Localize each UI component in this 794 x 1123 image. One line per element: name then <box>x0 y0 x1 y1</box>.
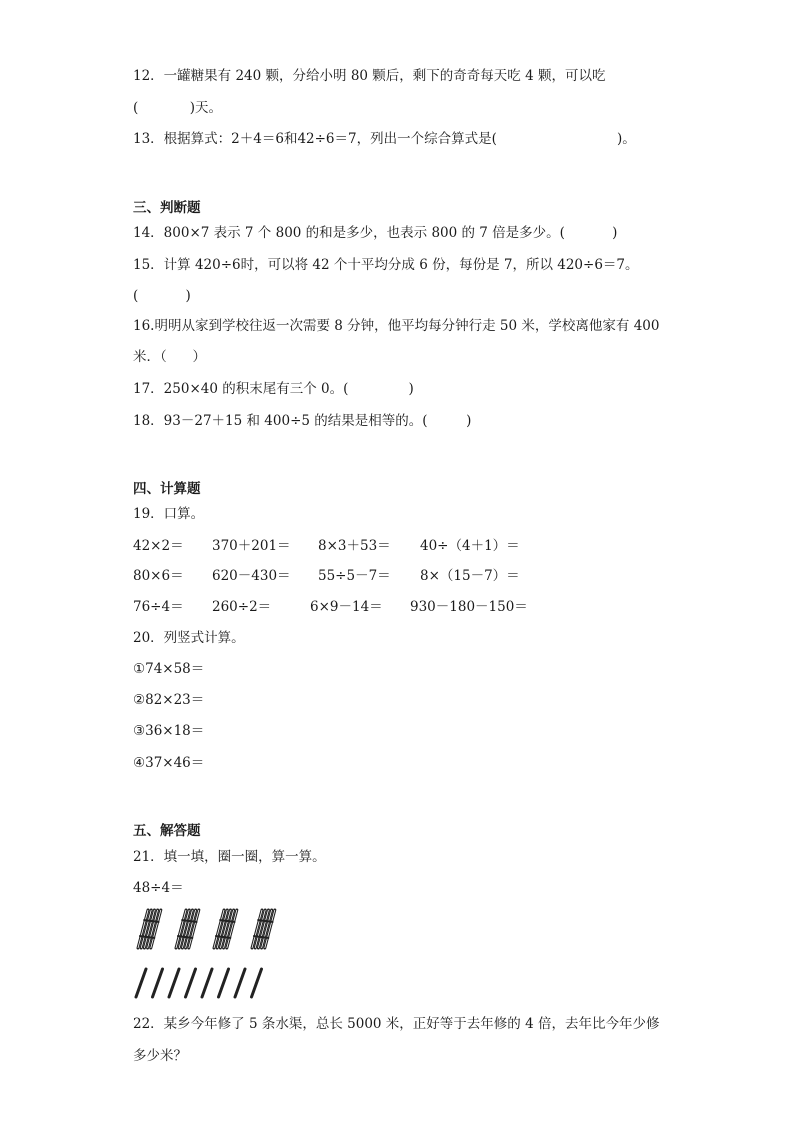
q20-item-1: ①74×58＝ <box>133 661 205 677</box>
stick-bundles-image <box>130 906 280 952</box>
section-answer-heading: 五、解答题 <box>133 823 201 839</box>
q13: 13．根据算式：2＋4＝6和42÷6＝7，列出一个综合算式是( )。 <box>133 131 636 147</box>
q12-line1: 12．一罐糖果有 240 颗，分给小明 80 颗后，剩下的奇奇每天吃 4 颗，可以吃 <box>133 68 606 84</box>
single-sticks-image <box>130 966 280 1000</box>
single-stick <box>219 969 229 997</box>
oral-calc-item: 42×2＝ <box>133 538 184 554</box>
q21-title: 21．填一填，圈一圈，算一算。 <box>133 849 326 865</box>
q22-line2: 多少米？ <box>133 1048 187 1064</box>
section-calc-heading: 四、计算题 <box>133 481 201 497</box>
q20-item-3: ③36×18＝ <box>133 723 205 739</box>
q20-item-2: ②82×23＝ <box>133 692 205 708</box>
oral-calc-item: 6×9－14＝ <box>310 599 383 615</box>
oral-calc-item: 40÷（4＋1）＝ <box>420 538 520 554</box>
q20-item-4: ④37×46＝ <box>133 755 205 771</box>
q19-title: 19．口算。 <box>133 506 205 522</box>
oral-calc-item: 76÷4＝ <box>133 599 184 615</box>
single-stick <box>153 969 163 997</box>
q21-expr: 48÷4＝ <box>133 880 184 896</box>
single-stick <box>186 969 196 997</box>
q12-line2: ( )天。 <box>133 100 223 116</box>
q15-line1: 15．计算 420÷6时，可以将 42 个十平均分成 6 份，每份是 7，所以 420÷6＝7。 <box>133 257 639 273</box>
stick-bundle <box>252 910 275 948</box>
q18: 18．93－27＋15 和 400÷5 的结果是相等的。( ) <box>133 413 472 429</box>
single-stick <box>235 969 245 997</box>
oral-calc-item: 8×3＋53＝ <box>318 538 391 554</box>
q16-line1: 16.明明从家到学校往返一次需要 8 分钟，他平均每分钟行走 50 米，学校离他家有 400 <box>133 318 660 334</box>
q20-title: 20．列竖式计算。 <box>133 630 245 646</box>
stick-bundle <box>214 910 237 948</box>
q15-line2: ( ) <box>133 288 191 304</box>
oral-calc-item: 930－180－150＝ <box>410 599 528 615</box>
oral-calc-item: 80×6＝ <box>133 568 184 584</box>
single-stick <box>202 969 212 997</box>
q22-line1: 22．某乡今年修了 5 条水渠，总长 5000 米，正好等于去年修的 4 倍，去年比今年少修 <box>133 1016 660 1032</box>
oral-calc-item: 370＋201＝ <box>212 538 291 554</box>
oral-calc-item: 55÷5－7＝ <box>318 568 391 584</box>
single-stick <box>169 969 179 997</box>
oral-calc-item: 8×（15－7）＝ <box>420 568 520 584</box>
single-stick <box>136 969 146 997</box>
q16-line2: 米．（ ） <box>133 349 206 365</box>
oral-calc-item: 260÷2＝ <box>212 599 272 615</box>
q14: 14．800×7 表示 7 个 800 的和是多少，也表示 800 的 7 倍是多少。( ) <box>133 225 618 241</box>
stick-bundle <box>176 910 199 948</box>
section-judgement-heading: 三、判断题 <box>133 200 201 216</box>
single-stick <box>252 969 262 997</box>
oral-calc-item: 620－430＝ <box>212 568 291 584</box>
stick-bundle <box>138 910 161 948</box>
q17: 17．250×40 的积末尾有三个 0。( ) <box>133 381 414 397</box>
